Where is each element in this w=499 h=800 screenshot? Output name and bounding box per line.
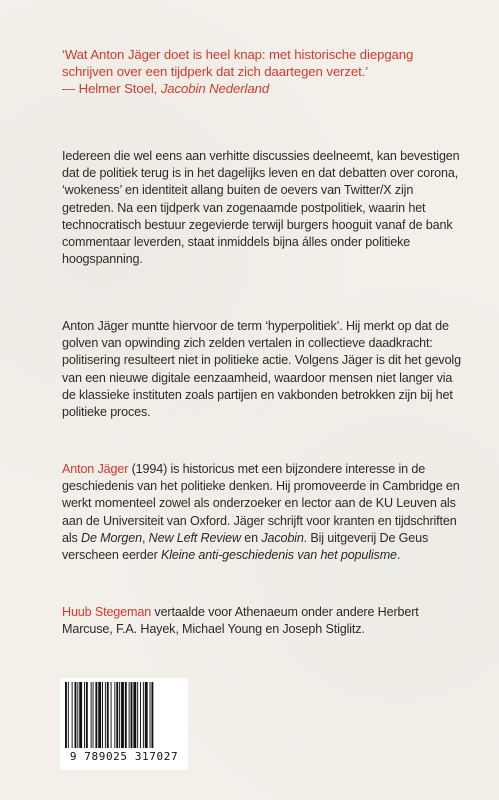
barcode-bar — [77, 682, 78, 748]
author-bio-part-b: . Bij uitgeverij De Geus verscheen eerder — [62, 530, 429, 563]
author-bio-text — [62, 461, 462, 564]
blurb-paragraph-2 — [62, 318, 462, 421]
barcode-bar — [72, 682, 73, 748]
review-quote — [62, 46, 462, 97]
barcode-bar — [150, 682, 151, 748]
barcode-bar — [116, 682, 118, 748]
barcode-bar — [86, 682, 88, 748]
barcode-bar — [133, 682, 136, 748]
barcode-bar — [121, 682, 124, 748]
publication-jacobin: Jacobin — [261, 530, 304, 545]
blurb-paragraph-1 — [62, 148, 462, 268]
barcode-bar — [91, 682, 92, 748]
author-bio-part-a: (1994) is historicus met een bijzondere interesse in de geschiedenis van het politieke denken. Hij promoveerde in Cambridge en werkt momenteel zowel als onderzoeker en lector aan de KU Leuven als aan de Universiteit van Oxford. Jäger schrijft voor kranten en tijdschriften als — [62, 462, 460, 545]
translator-name: Huub Stegeman — [62, 605, 152, 619]
barcode-bar — [114, 682, 115, 748]
barcode-bar — [125, 682, 127, 748]
barcode-bar — [145, 682, 148, 748]
barcode-bar — [129, 682, 130, 748]
barcode-bar — [102, 682, 103, 748]
barcode-bar — [131, 682, 133, 748]
barcode-bar — [143, 682, 144, 748]
barcode-bar — [93, 682, 94, 748]
barcode-bar — [119, 682, 120, 748]
quote-text: ‘Wat Anton Jäger doet is heel knap: met historische diepgang schrijven over een tijdperk dat zich daartegen verzet.’ — [62, 47, 414, 79]
earlier-book-title: Kleine anti-geschiedenis van het populisme — [160, 548, 397, 563]
author-name: Anton Jäger — [62, 462, 129, 476]
barcode-bar — [105, 682, 106, 748]
blurb-paragraph-1-text: Iedereen die wel eens aan verhitte discussies deelneemt, kan bevestigen dat de politiek terug is in het dagelijks leven en dat debatten over corona, ‘wokeness’ en identiteit allang buiten de oevers van Twitter/X zijn getreden. Na een tijdperk van zogenaamde postpolitiek, waarin het technocratisch bestuur zegevierde terwijl burgers hooguit vanaf de bank commentaar leverden, staat inmiddels bijna álles onder politieke hoogspanning. — [62, 149, 460, 267]
barcode-bar — [84, 682, 85, 748]
quote-attribution-prefix: — Helmer Stoel, — [62, 81, 161, 96]
author-bio-sep-1: , — [141, 530, 149, 545]
barcode-bar — [140, 682, 141, 748]
barcode-bar — [79, 682, 82, 748]
barcode-bar — [111, 682, 112, 748]
quote-source: Jacobin Nederland — [160, 81, 270, 96]
barcode-bar — [95, 682, 97, 748]
barcode-bar — [98, 682, 101, 748]
isbn-barcode — [60, 678, 188, 770]
isbn-digits: 9 789025 317027 — [69, 750, 179, 763]
author-bio-end: . — [396, 548, 401, 563]
barcode-bar — [68, 682, 69, 748]
author-bio — [62, 461, 462, 564]
barcode-bar — [151, 682, 153, 748]
publication-new-left-review: New Left Review — [148, 530, 241, 545]
translator-bio — [62, 604, 462, 638]
publication-de-morgen: De Morgen — [81, 530, 142, 545]
barcode-bar — [65, 682, 67, 748]
translator-bio-rest: vertaalde voor Athenaeum onder andere Herbert Marcuse, F.A. Hayek, Michael Young en Joseph Stiglitz. — [62, 605, 419, 637]
quote-attribution — [62, 80, 462, 97]
blurb-paragraph-2-text: Anton Jäger muntte hiervoor de term ‘hyperpolitiek’. Hij merkt op dat de golven van opwinding zich zelden vertalen in collectieve daadkracht: politisering resulteert niet in politieke actie. Volgens Jäger is dit het gevolg van een nieuwe digitale eenzaamheid, waardoor mensen niet langer via de klassieke instituten zoals partijen en vakbonden betrokken zijn bij het politieke proces. — [62, 319, 461, 420]
translator-bio-text — [62, 604, 462, 638]
barcode-bar — [137, 682, 138, 748]
barcode-bars — [64, 682, 184, 750]
barcode-bar — [107, 682, 109, 748]
author-bio-sep-2: en — [240, 530, 262, 545]
barcode-bar — [75, 682, 77, 748]
